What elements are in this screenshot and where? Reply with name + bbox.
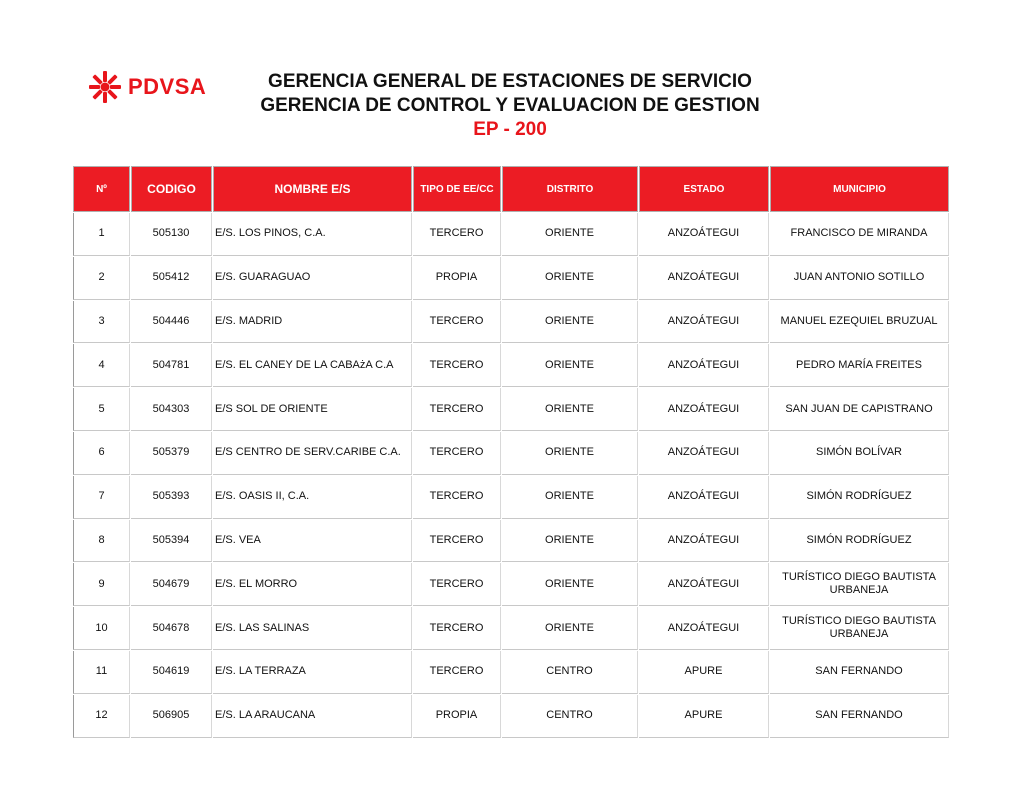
cell-tipo: PROPIA	[413, 257, 501, 300]
cell-codigo: 506905	[131, 695, 212, 738]
table-row	[73, 520, 949, 563]
cell-estado: ANZOÁTEGUI	[639, 520, 769, 563]
cell-codigo: 504446	[131, 301, 212, 344]
column-header-municipio: MUNICIPIO	[770, 166, 949, 212]
cell-number: 9	[73, 563, 130, 606]
cell-nombre: E/S. VEA	[213, 520, 412, 563]
pdvsa-sun-icon	[88, 70, 122, 104]
cell-nombre: E/S. EL CANEY DE LA CABAżA C.A	[213, 344, 412, 387]
cell-municipio: FRANCISCO DE MIRANDA	[770, 213, 949, 256]
cell-number: 5	[73, 388, 130, 431]
cell-number: 11	[73, 651, 130, 694]
cell-nombre: E/S. GUARAGUAO	[213, 257, 412, 300]
cell-number: 2	[73, 257, 130, 300]
cell-estado: ANZOÁTEGUI	[639, 301, 769, 344]
column-header-nombre: NOMBRE E/S	[213, 166, 412, 212]
column-header-estado: ESTADO	[639, 166, 769, 212]
brand-name: PDVSA	[128, 74, 207, 99]
table-row	[73, 651, 949, 694]
cell-municipio: TURÍSTICO DIEGO BAUTISTA URBANEJA	[770, 563, 949, 606]
cell-tipo: TERCERO	[413, 651, 501, 694]
cell-distrito: ORIENTE	[502, 388, 638, 431]
column-header-number: Nº	[73, 166, 130, 212]
cell-tipo: PROPIA	[413, 695, 501, 738]
table-row	[73, 301, 949, 344]
cell-municipio: SAN FERNANDO	[770, 651, 949, 694]
cell-nombre: E/S. LA TERRAZA	[213, 651, 412, 694]
table-header-row	[73, 166, 949, 212]
cell-nombre: E/S CENTRO DE SERV.CARIBE C.A.	[213, 432, 412, 475]
cell-number: 7	[73, 476, 130, 519]
cell-estado: ANZOÁTEGUI	[639, 344, 769, 387]
table-row	[73, 476, 949, 519]
cell-codigo: 505393	[131, 476, 212, 519]
table-row	[73, 344, 949, 387]
cell-estado: APURE	[639, 651, 769, 694]
cell-tipo: TERCERO	[413, 301, 501, 344]
cell-tipo: TERCERO	[413, 213, 501, 256]
cell-municipio: SIMÓN RODRÍGUEZ	[770, 520, 949, 563]
cell-nombre: E/S. LA ARAUCANA	[213, 695, 412, 738]
cell-number: 10	[73, 607, 130, 650]
table-row	[73, 257, 949, 300]
cell-nombre: E/S. LOS PINOS, C.A.	[213, 213, 412, 256]
header-title-2: GERENCIA DE CONTROL Y EVALUACION DE GESTION	[260, 95, 760, 116]
cell-estado: ANZOÁTEGUI	[639, 563, 769, 606]
cell-number: 3	[73, 301, 130, 344]
column-header-distrito: DISTRITO	[502, 166, 638, 212]
table-row	[73, 563, 949, 606]
cell-distrito: ORIENTE	[502, 257, 638, 300]
cell-distrito: ORIENTE	[502, 520, 638, 563]
cell-estado: APURE	[639, 695, 769, 738]
table-row	[73, 388, 949, 431]
cell-codigo: 504303	[131, 388, 212, 431]
table-row	[73, 432, 949, 475]
cell-municipio: SIMÓN RODRÍGUEZ	[770, 476, 949, 519]
column-header-tipo: TIPO DE EE/CC	[413, 166, 501, 212]
cell-nombre: E/S. LAS SALINAS	[213, 607, 412, 650]
cell-tipo: TERCERO	[413, 344, 501, 387]
cell-estado: ANZOÁTEGUI	[639, 607, 769, 650]
cell-municipio: SIMÓN BOLÍVAR	[770, 432, 949, 475]
table-row	[73, 607, 949, 650]
cell-tipo: TERCERO	[413, 607, 501, 650]
document-header	[150, 70, 870, 142]
cell-distrito: ORIENTE	[502, 213, 638, 256]
cell-codigo: 505130	[131, 213, 212, 256]
cell-codigo: 504619	[131, 651, 212, 694]
cell-codigo: 504678	[131, 607, 212, 650]
cell-nombre: E/S. EL MORRO	[213, 563, 412, 606]
cell-municipio: JUAN ANTONIO SOTILLO	[770, 257, 949, 300]
cell-municipio: TURÍSTICO DIEGO BAUTISTA URBANEJA	[770, 607, 949, 650]
table-row	[73, 695, 949, 738]
cell-tipo: TERCERO	[413, 432, 501, 475]
cell-distrito: ORIENTE	[502, 344, 638, 387]
cell-distrito: ORIENTE	[502, 563, 638, 606]
cell-estado: ANZOÁTEGUI	[639, 257, 769, 300]
cell-estado: ANZOÁTEGUI	[639, 432, 769, 475]
cell-nombre: E/S SOL DE ORIENTE	[213, 388, 412, 431]
cell-distrito: ORIENTE	[502, 301, 638, 344]
cell-estado: ANZOÁTEGUI	[639, 476, 769, 519]
cell-nombre: E/S. OASIS II, C.A.	[213, 476, 412, 519]
cell-codigo: 505379	[131, 432, 212, 475]
header-title-1: GERENCIA GENERAL DE ESTACIONES DE SERVICIO	[268, 71, 752, 92]
cell-number: 6	[73, 432, 130, 475]
cell-tipo: TERCERO	[413, 520, 501, 563]
cell-codigo: 505394	[131, 520, 212, 563]
cell-municipio: PEDRO MARÍA FREITES	[770, 344, 949, 387]
document-code: EP - 200	[473, 119, 547, 140]
cell-estado: ANZOÁTEGUI	[639, 213, 769, 256]
cell-number: 1	[73, 213, 130, 256]
cell-distrito: CENTRO	[502, 651, 638, 694]
table-row	[73, 213, 949, 256]
stations-table	[72, 165, 950, 739]
cell-tipo: TERCERO	[413, 563, 501, 606]
cell-distrito: CENTRO	[502, 695, 638, 738]
cell-number: 4	[73, 344, 130, 387]
cell-tipo: TERCERO	[413, 476, 501, 519]
cell-number: 12	[73, 695, 130, 738]
cell-distrito: ORIENTE	[502, 607, 638, 650]
cell-tipo: TERCERO	[413, 388, 501, 431]
cell-estado: ANZOÁTEGUI	[639, 388, 769, 431]
cell-codigo: 505412	[131, 257, 212, 300]
cell-municipio: SAN FERNANDO	[770, 695, 949, 738]
cell-distrito: ORIENTE	[502, 432, 638, 475]
cell-municipio: SAN JUAN DE CAPISTRANO	[770, 388, 949, 431]
cell-codigo: 504679	[131, 563, 212, 606]
cell-number: 8	[73, 520, 130, 563]
cell-distrito: ORIENTE	[502, 476, 638, 519]
cell-nombre: E/S. MADRID	[213, 301, 412, 344]
cell-municipio: MANUEL EZEQUIEL BRUZUAL	[770, 301, 949, 344]
cell-codigo: 504781	[131, 344, 212, 387]
column-header-codigo: CODIGO	[131, 166, 212, 212]
